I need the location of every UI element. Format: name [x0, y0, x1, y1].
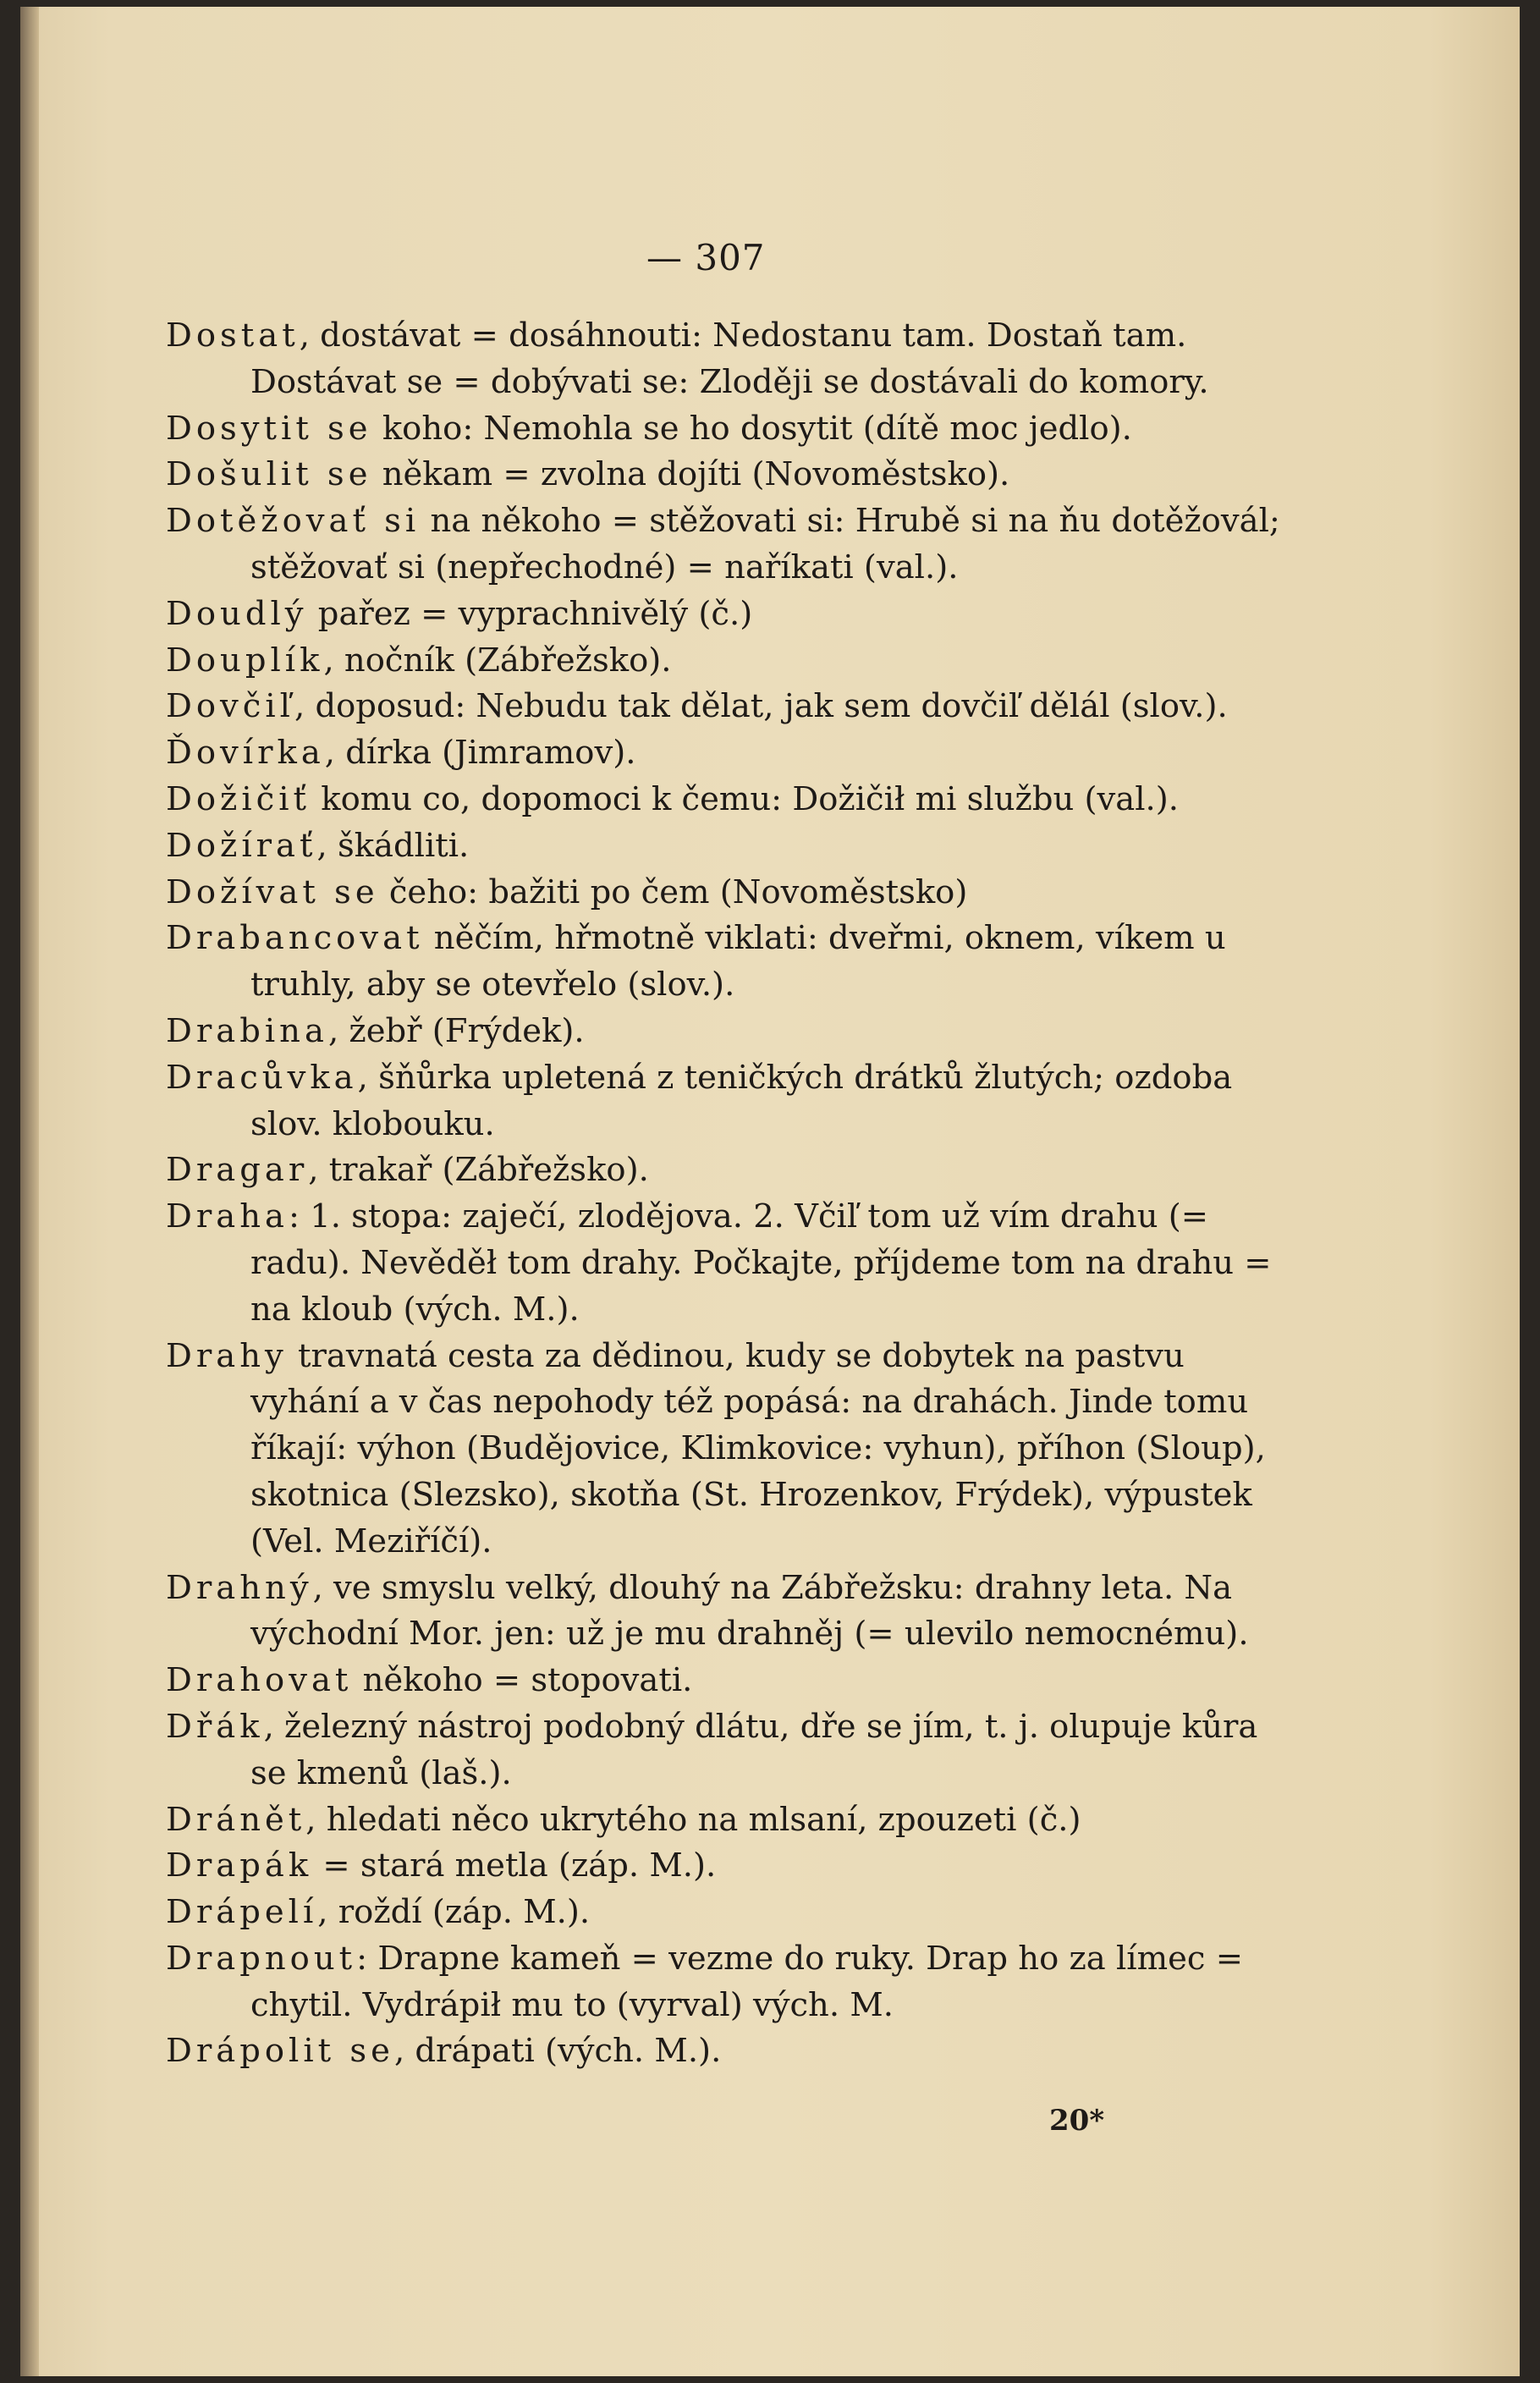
entry-definition: komu co, dopomoci k čemu: Dožičił mi službu (val.). [311, 779, 1180, 818]
entry-definition: pařez = vyprachnivělý (č.) [307, 594, 753, 633]
entry-headword: Dracůvka [166, 1058, 358, 1097]
entry-headword: Drahy [166, 1336, 288, 1375]
entry-definition: , šňůrka upletená z teničkých drátků žlutých; ozdoba slov. klobouku. [250, 1058, 1233, 1143]
entry-definition: : 1. stopa: zaječí, zlodějova. 2. Včiľ tom už vím drahu (= radu). Nevěděł tom drahy. Počkajte, příjdeme tom na drahu = na kloub (vých. M.). [250, 1197, 1272, 1329]
entry-headword: Dovčiľ [166, 687, 294, 726]
entry-definition: : Drapne kameň = vezme do ruky. Drap ho za límec = chytil. Vydrápił mu to (vyrval) vých. M. [250, 1939, 1243, 2024]
dictionary-entry [166, 452, 1283, 498]
dictionary-entry [166, 1566, 1283, 1659]
entry-definition: , železný nástroj podobný dlátu, dře se jím, t. j. olupuje kůra se kmenů (laš.). [250, 1707, 1258, 1792]
dictionary-entry [166, 1194, 1283, 1333]
entry-definition: , roždí (záp. M.). [317, 1893, 591, 1932]
entry-definition: na někoho = stěžovati si: Hrubě si na ňu dotěžovál; stěžovať si (nepřechodné) = naříkati (val.). [250, 502, 1280, 586]
entry-definition: čeho: bažiti po čem (Novoměstsko) [378, 872, 968, 911]
dictionary-entry [166, 730, 1283, 777]
printer-signature-mark: 20* [1049, 2104, 1105, 2138]
entry-definition: , škádliti. [316, 826, 470, 865]
entry-definition: , ve smyslu velký, dlouhý na Zábřežsku: drahny leta. Na východní Mor. jen: už je mu drahněj (= ulevilo nemocnému). [250, 1568, 1249, 1654]
entry-headword: Draha [166, 1197, 289, 1236]
entry-headword: Drapák [166, 1846, 313, 1885]
entry-definition: , trakař (Zábřežsko). [308, 1151, 649, 1190]
dictionary-entry [166, 1334, 1283, 1566]
dictionary-entry [166, 1890, 1283, 1936]
entry-headword: Doudlý [166, 594, 308, 633]
dictionary-entry [166, 1147, 1283, 1194]
entry-headword: Dragar [166, 1151, 309, 1190]
dictionary-entry [166, 916, 1283, 1009]
entry-headword: Drabina [166, 1011, 328, 1050]
entry-definition: , drápati (vých. M.). [393, 2032, 722, 2071]
entry-headword: Dožičiť [166, 779, 311, 818]
dictionary-entry [166, 1009, 1283, 1055]
entry-headword: Dránět [166, 1800, 306, 1839]
entry-headword: Drapnout [166, 1939, 357, 1978]
entry-headword: Drabancovat [166, 919, 424, 958]
entry-definition: , doposud: Nebudu tak dělat, jak sem dovčiľ dělál (slov.). [294, 687, 1228, 726]
dictionary-entry [166, 638, 1283, 685]
book-page [20, 7, 1520, 2376]
entry-headword: Došulit se [166, 455, 372, 494]
entry-headword: Douplík [166, 641, 324, 680]
dictionary-entry [166, 1055, 1283, 1148]
dictionary-entry [166, 2028, 1283, 2075]
dictionary-entry [166, 1936, 1283, 2029]
entry-definition: někoho = stopovati. [352, 1661, 693, 1700]
dictionary-entry [166, 498, 1283, 592]
dictionary-entry [166, 592, 1283, 638]
entry-definition: travnatá cesta za dědinou, kudy se dobytek na pastvu vyhání a v čas nepohody též popásá: na drahách. Jinde tomu říkají: výhon (Budějovice, Klimkovice: vyhun), příhon (Sloup), skotnica (Slezsko), skotňa (St. Hrozenkov, Frýdek), výpustek (Vel. Meziříčí). [250, 1336, 1266, 1560]
entry-headword: Dostat [166, 316, 300, 355]
page-number: — 307 [646, 237, 766, 278]
entry-definition: něčím, hřmotně viklati: dveřmi, oknem, víkem u truhly, aby se otevřelo (slov.). [250, 919, 1226, 1004]
entry-headword: Drápolit se [166, 2032, 394, 2071]
dictionary-entry [166, 684, 1283, 730]
entry-headword: Ďovírka [166, 734, 325, 773]
entry-headword: Dřák [166, 1707, 264, 1746]
dictionary-entry [166, 870, 1283, 916]
dictionary-entry [166, 313, 1283, 406]
dictionary-entry [166, 777, 1283, 823]
entry-definition: , žebř (Frýdek). [327, 1011, 585, 1050]
entry-definition: = stará metla (záp. M.). [312, 1846, 717, 1885]
entry-headword: Dotěžovať si [166, 502, 421, 541]
entry-headword: Dožírať [166, 826, 317, 865]
page-spine-edge [20, 7, 39, 2376]
entry-definition: koho: Nemohla se ho dosytit (dítě moc jedlo). [371, 409, 1132, 448]
entry-headword: Drahovat [166, 1661, 353, 1700]
dictionary-entry [166, 1797, 1283, 1844]
entry-headword: Drápelí [166, 1893, 318, 1932]
entry-headword: Drahný [166, 1568, 313, 1607]
dictionary-entry [166, 823, 1283, 870]
dictionary-entry [166, 406, 1283, 453]
entry-definition: , hledati něco ukrytého na mlsaní, zpouzeti (č.) [305, 1800, 1081, 1839]
entry-headword: Dosytit se [166, 409, 372, 448]
dictionary-entries [166, 313, 1283, 2075]
entry-headword: Dožívat se [166, 872, 379, 911]
entry-definition: , dírka (Jimramov). [324, 734, 636, 773]
dictionary-entry [166, 1704, 1283, 1797]
dictionary-entry [166, 1843, 1283, 1890]
dictionary-entry [166, 1658, 1283, 1704]
entry-definition: někam = zvolna dojíti (Novoměstsko). [371, 455, 1010, 494]
entry-definition: , dostávat = dosáhnouti: Nedostanu tam. Dostaň tam. Dostávat se = dobývati se: Zloději se dostávali do komory. [250, 316, 1209, 401]
entry-definition: , nočník (Zábřežsko). [323, 641, 672, 680]
